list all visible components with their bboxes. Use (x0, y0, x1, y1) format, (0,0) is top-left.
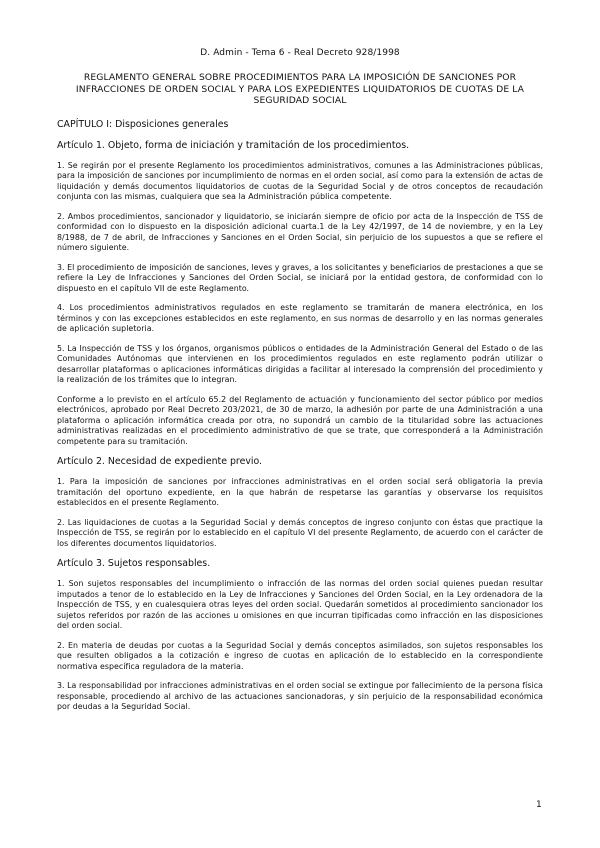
article-3-paragraph-3: 3. La responsabilidad por infracciones administrativas en el orden social se extingue por fallecimiento de la persona física responsable, procediendo al archivo de las actuaciones sancionadoras, y sin perjuicio de la responsabilidad económica por deudas a la Seguridad Social. (57, 681, 543, 711)
document-page (57, 48, 543, 722)
article-3-paragraph-2: 2. En materia de deudas por cuotas a la Seguridad Social y demás conceptos asimilados, son sujetos responsables los que resulten obligados a la cotización e ingreso de cuotas en aplicación de lo establecido en la correspondiente normativa específica reguladora de la materia. (57, 640, 543, 671)
article-2-heading: Artículo 2. Necesidad de expediente previo. (57, 456, 263, 467)
article-1-paragraph-5: 5. La Inspección de TSS y los órganos, organismos públicos o entidades de la Administración General del Estado o de las Comunidades Autónomas que intervienen en los procedimientos regulados en este reglamento podrán utilizar o desarrollar plataformas o aplicaciones informáticas dirigidas a facilitar al interesado la comprensión del procedimiento y la realización de los trámites que lo integran. (57, 343, 543, 384)
article-1-paragraph-6: Conforme a lo previsto en el artículo 65.2 del Reglamento de actuación y funcionamiento del sector público por medios electrónicos, aprobado por Real Decreto 203/2021, de 30 de marzo, la adhesión por parte de una Administración a una plataforma o aplicación informática creada por otra, no supondrá un cambio de la titularidad sobre las actuaciones administrativas realizadas en el procedimiento administrativo de que se trate, que corresponderá a la Administración competente para su tramitación. (57, 394, 543, 446)
page-number: 1 (536, 800, 542, 810)
article-3-paragraph-1: 1. Son sujetos responsables del incumplimiento o infracción de las normas del orden social quienes puedan resultar imputados a tenor de lo establecido en la Ley de Infracciones y Sanciones del Orden Social, en la Ley ordenadora de la Inspección de TSS, y en cualesquiera otras leyes del orden social. Quedarán sometidos al procedimiento sancionador los sujetos referidos por razón de las acciones u omisiones en que incurran tipificadas como infracción en las disposiciones del orden social. (57, 579, 543, 630)
chapter-heading: CAPÍTULO I: Disposiciones generales (57, 118, 229, 130)
article-2-paragraph-1: 1. Para la imposición de sanciones por infracciones administrativas en el orden social será obligatoria la previa tramitación del oportuno expediente, en la que habrán de respetarse las garantías y observarse los requisitos establecidos en el presente Reglamento. (57, 477, 543, 507)
article-1-paragraph-4: 4. Los procedimientos administrativos regulados en este reglamento se tramitarán de manera electrónica, en los términos y con las excepciones establecidos en este reglamento, en sus normas de desarrollo y en las normas generales de aplicación supletoria. (57, 303, 543, 333)
article-3-heading: Artículo 3. Sujetos responsables. (57, 558, 211, 569)
article-1-heading: Artículo 1. Objeto, forma de iniciación y tramitación de los procedimientos. (57, 139, 410, 151)
document-header: D. Admin - Tema 6 - Real Decreto 928/1998 (200, 48, 400, 58)
article-1-paragraph-3: 3. El procedimiento de imposición de sanciones, leves y graves, a los solicitantes y beneficiarios de prestaciones a que se refiere la Ley de Infracciones y Sanciones del Orden Social, se iniciará por la entidad gestora, de conformidad con lo dispuesto en el capítulo VII de este Reglamento. (57, 262, 543, 293)
document-title: REGLAMENTO GENERAL SOBRE PROCEDIMIENTOS PARA LA IMPOSICIÓN DE SANCIONES POR INFRACCIONES DE ORDEN SOCIAL Y PARA LOS EXPEDIENTES LIQUIDATORIOS DE CUOTAS DE LA SEGURIDAD SOCIAL (75, 72, 525, 106)
article-2-paragraph-2: 2. Las liquidaciones de cuotas a la Seguridad Social y demás conceptos de ingreso conjunto con éstas que practique la Inspección de TSS, se regirán por lo establecido en el capítulo VI del presente Reglamento, de acuerdo con el carácter de los diferentes documentos liquidatorios. (57, 517, 543, 548)
article-1-paragraph-2: 2. Ambos procedimientos, sancionador y liquidatorio, se iniciarán siempre de oficio por acta de la Inspección de TSS de conformidad con lo dispuesto en la disposición adicional cuarta.1 de la Ley 42/1997, de 14 de noviembre, y en la Ley 8/1988, de 7 de abril, de Infracciones y Sanciones en el Orden Social, sin perjuicio de los supuestos a que se refiere el número siguiente. (57, 211, 543, 252)
article-1-paragraph-1: 1. Se regirán por el presente Reglamento los procedimientos administrativos, comunes a las Administraciones públicas, para la imposición de sanciones por incumplimiento de normas en el orden social, así como para la extensión de actas de liquidación y demás documentos liquidatorios de cuotas de la Seguridad Social y de otros conceptos de recaudación conjunta con las mismas, cualquiera que sea la Administración pública competente. (57, 160, 543, 201)
